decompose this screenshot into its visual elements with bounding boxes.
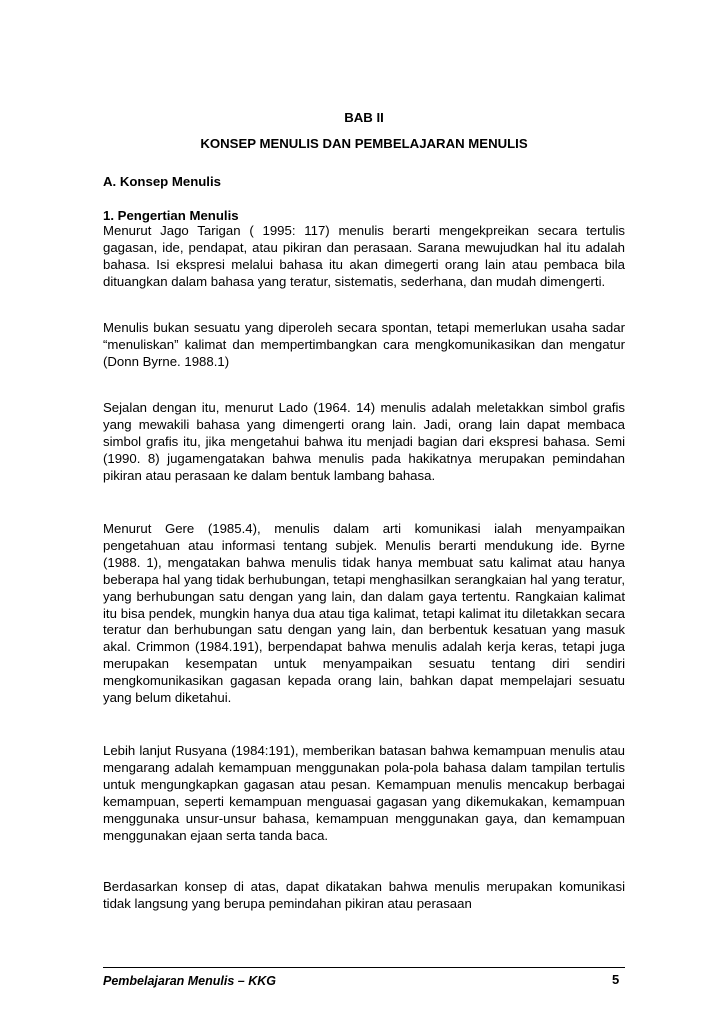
paragraph-1: Menurut Jago Tarigan ( 1995: 117) menulis berarti mengekpreikan secara tertulis gagasan, ide, pendapat, atau pikiran dan perasaan. Sarana mewujudkan hal itu adalah bahasa. Isi ekspresi melalui bahasa itu akan dimegerti orang lain atau pembaca bila dituangkan dalam bahasa yang teratur, sistematis, sederhana, dan mudah dimengerti.: [103, 223, 625, 289]
chapter-title: KONSEP MENULIS DAN PEMBELAJARAN MENULIS: [200, 136, 528, 151]
paragraph-3: Sejalan dengan itu, menurut Lado (1964. 14) menulis adalah meletakkan simbol grafis yang mewakili bahasa yang dimengerti orang lain. Jadi, orang lain dapat membaca simbol grafis itu, jika mengetahui bahwa itu menjadi bagian dari ekspresi bahasa. Semi (1990. 8) jugamengatakan bahwa menulis pada hakikatnya merupakan pemindahan pikiran atau perasaan ke dalam bentuk lambang bahasa.: [103, 400, 625, 483]
page-number: 5: [612, 972, 620, 987]
paragraph-5: Lebih lanjut Rusyana (1984:191), memberikan batasan bahwa kemampuan menulis atau mengarang adalah kemampuan menggunakan pola-pola bahasa dalam tampilan tertulis untuk mengungkapkan gagasan atau pesan. Kemampuan menulis mencakup berbagai kemampuan, seperti kemampuan menguasai gagasan yang dikemukakan, kemampuan menggunaka unsur-unsur bahasa, kemampuan menggunakan gaya, dan kemampuan menggunakan ejaan serta tanda baca.: [103, 743, 625, 843]
chapter-label: BAB II: [344, 110, 384, 125]
footer-divider: [103, 967, 625, 968]
paragraph-4: Menurut Gere (1985.4), menulis dalam arti komunikasi ialah menyampaikan pengetahuan atau informasi tentang subjek. Menulis berarti mendukung ide. Byrne (1988. 1), mengatakan bahwa menulis tidak hanya membuat satu kalimat atau hanya beberapa hal yang tidak berhubungan, tetapi menghasilkan serangkaian hal yang teratur, yang berhubungan satu dengan yang lain, dan dalam gaya tertentu. Rangkaian kalimat itu bisa pendek, mungkin hanya dua atau tiga kalimat, tetapi kalimat itu diletakkan secara teratur dan berhubungan satu dengan yang lain, dan berbentuk kesatuan yang masuk akal. Crimmon (1984.191), berpendapat bahwa menulis adalah kerja keras, tetapi juga merupakan kesempatan untuk menyampaikan sesuatu tentang diri sendiri mengkomunikasikan gagasan kepada orang lain, bahkan dapat mempelajari sesuatu yang belum diketahui.: [103, 521, 625, 706]
paragraph-6: Berdasarkan konsep di atas, dapat dikatakan bahwa menulis merupakan komunikasi tidak langsung yang berupa pemindahan pikiran atau perasaan: [103, 879, 625, 911]
footer-title: Pembelajaran Menulis – KKG: [103, 974, 276, 988]
subsection-heading-1: 1. Pengertian Menulis: [103, 208, 239, 223]
section-heading-a: A. Konsep Menulis: [103, 174, 221, 189]
paragraph-2: Menulis bukan sesuatu yang diperoleh secara spontan, tetapi memerlukan usaha sadar “menuliskan” kalimat dan mempertimbangkan cara mengkomunikasikan dan mengatur (Donn Byrne. 1988.1): [103, 320, 625, 369]
